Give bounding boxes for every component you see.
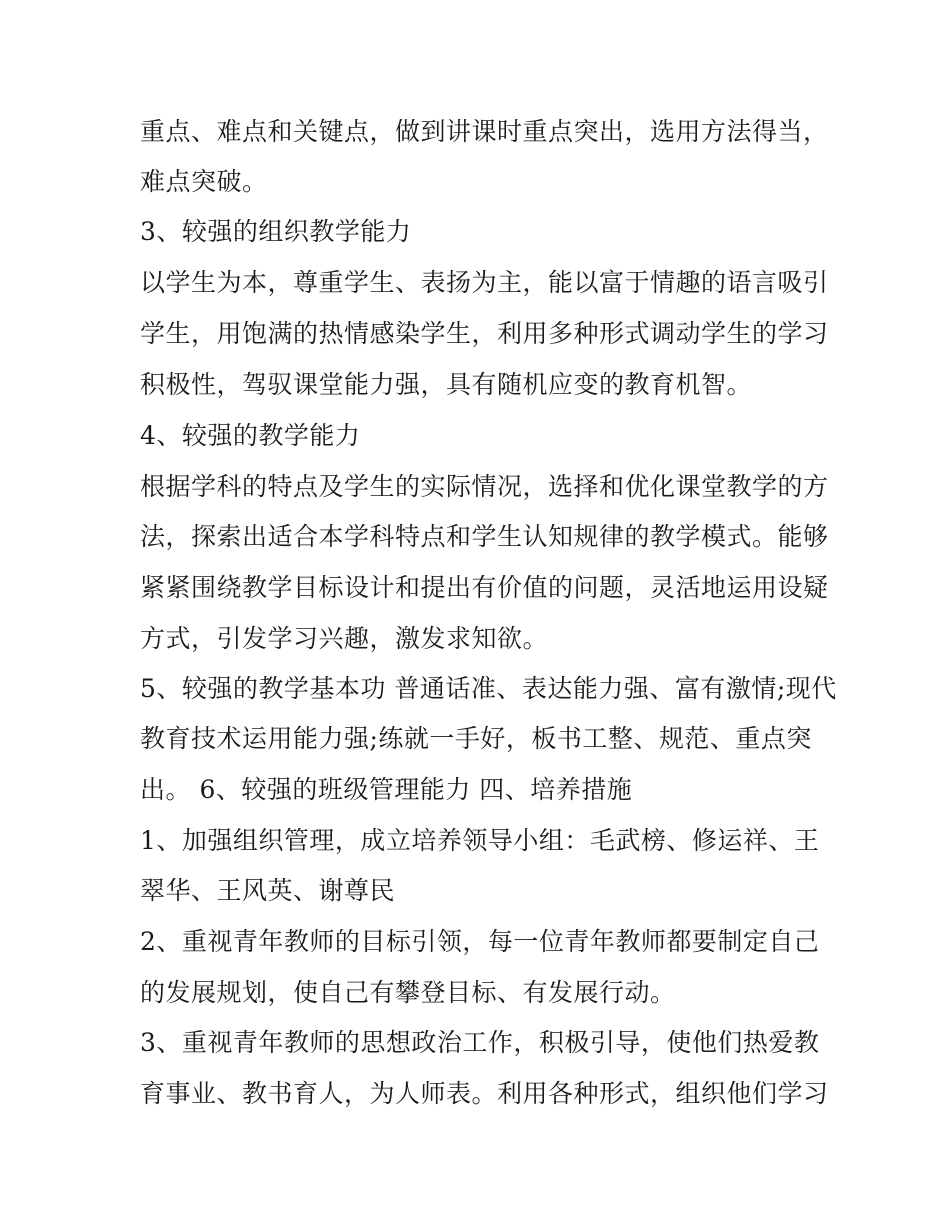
text-line: 5、较强的教学基本功 普通话准、表达能力强、富有激情;现代 — [140, 674, 837, 703]
text-line: 教育技术运用能力强;练就一手好，板书工整、规范、重点突 — [140, 724, 812, 753]
section-heading: 4、较强的教学能力 — [140, 421, 361, 450]
text-line: 出。 6、较强的班级管理能力 四、培养措施 — [140, 775, 633, 804]
text-line: 1、加强组织管理，成立培养领导小组：毛武榜、修运祥、王 — [140, 826, 820, 855]
text-line: 方式，引发学习兴趣，激发求知欲。 — [140, 624, 549, 653]
section-heading: 3、较强的组织教学能力 — [140, 217, 412, 246]
text-line: 2、重视青年教师的目标引领，每一位青年教师都要制定自己 — [140, 927, 820, 956]
text-line: 3、重视青年教师的思想政治工作，积极引导，使他们热爱教 — [140, 1028, 820, 1057]
text-line: 积极性，驾驭课堂能力强，具有随机应变的教育机智。 — [140, 370, 753, 399]
text-line: 紧紧围绕教学目标设计和提出有价值的问题，灵活地运用设疑 — [140, 573, 829, 602]
text-line: 难点突破。 — [140, 167, 268, 196]
text-line: 的发展规划，使自己有攀登目标、有发展行动。 — [140, 978, 676, 1007]
text-line: 法，探索出适合本学科特点和学生认知规律的教学模式。能够 — [140, 522, 829, 551]
text-line: 根据学科的特点及学生的实际情况，选择和优化课堂教学的方 — [140, 472, 829, 501]
text-line: 重点、难点和关键点，做到讲课时重点突出，选用方法得当， — [140, 117, 829, 146]
text-line: 翠华、王风英、谢尊民 — [140, 876, 396, 905]
text-line: 学生，用饱满的热情感染学生，利用多种形式调动学生的学习 — [140, 319, 829, 348]
text-line: 育事业、教书育人，为人师表。利用各种形式，组织他们学习 — [140, 1079, 829, 1108]
text-line: 以学生为本，尊重学生、表扬为主，能以富于情趣的语言吸引 — [140, 268, 829, 297]
